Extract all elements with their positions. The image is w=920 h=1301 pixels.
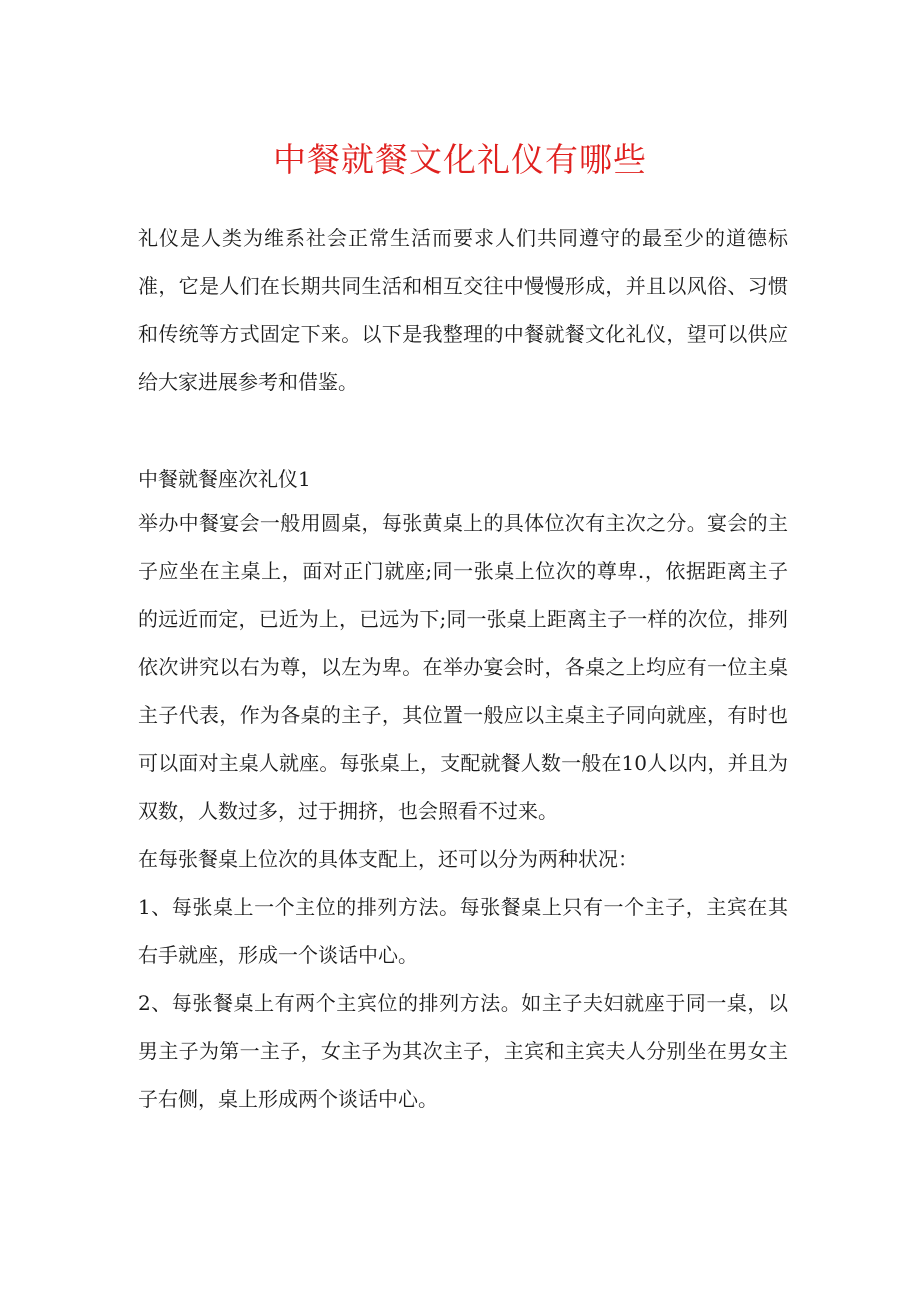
intro-paragraph: 礼仪是人类为维系社会正常生活而要求人们共同遵守的最至少的道德标准，它是人们在长期共同生活和相互交往中慢慢形成，并且以风俗、习惯和传统等方式固定下来。以下是我整理的中餐就餐文化礼仪，望可以供应给大家进展参考和借鉴。 [138, 226, 788, 394]
section-heading: 中餐就餐座次礼仪1 [138, 467, 311, 491]
body-paragraph-2: 在每张餐桌上位次的具体支配上，还可以分为两种状况： [138, 847, 638, 871]
body-paragraph-1: 举办中餐宴会一般用圆桌，每张黄桌上的具体位次有主次之分。宴会的主子应坐在主桌上，面对正门就座;同一张桌上位次的尊卑.，依据距离主子的远近而定，已近为上，已远为下;同一张桌上距离主子一样的次位，排列依次讲究以右为尊，以左为卑。在举办宴会时，各桌之上均应有一位主桌主子代表，作为各桌的主子，其位置一般应以主桌主子同向就座，有时也可以面对主桌人就座。每张桌上，支配就餐人数一般在10人以内，并且为双数，人数过多，过于拥挤，也会照看不过来。 [138, 511, 788, 823]
document-title: 中餐就餐文化礼仪有哪些 [273, 140, 647, 179]
list-item-2: 2、每张餐桌上有两个主宾位的排列方法。如主子夫妇就座于同一桌，以男主子为第一主子，女主子为其次主子，主宾和主宾夫人分别坐在男女主子右侧，桌上形成两个谈话中心。 [138, 991, 788, 1111]
list-item-1: 1、每张桌上一个主位的排列方法。每张餐桌上只有一个主子，主宾在其右手就座，形成一个谈话中心。 [138, 895, 788, 967]
